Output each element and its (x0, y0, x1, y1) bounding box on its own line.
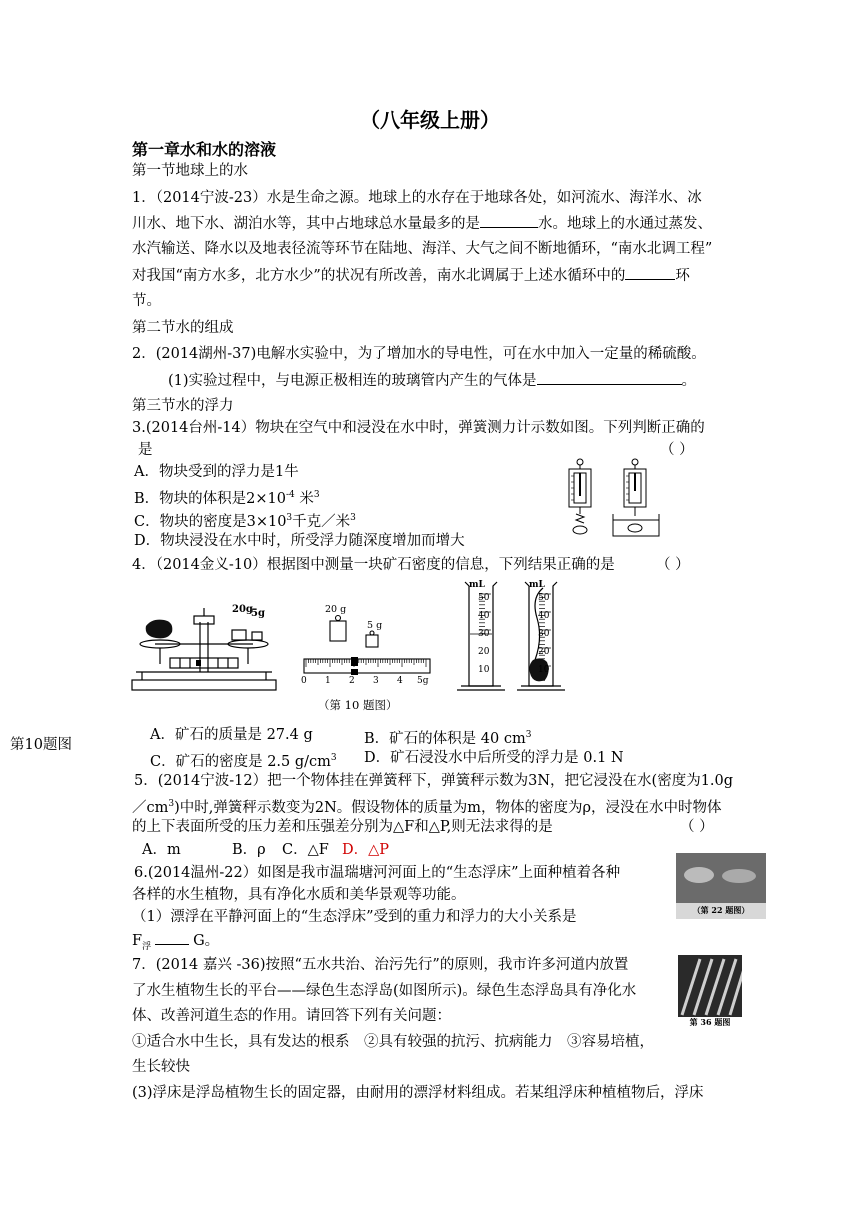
floating-bed-shape (722, 869, 756, 883)
q7-line2: 了水生植物生长的平台——绿色生态浮岛(如图所示)。绿色生态浮岛具有净化水 (132, 983, 637, 999)
q5-line1: 5．(2014宁波-12）把一个物体挂在弹簧秤下，弹簧秤示数为3N，把它浸没在水(密度为1.0g (134, 773, 734, 789)
q5-option-c: C．△F (282, 842, 329, 858)
cylinder-tick-label: 20 (538, 647, 550, 657)
chapter-heading: 第一章水和水的溶液 (132, 140, 277, 159)
q3-option-c-exp: 3 (286, 513, 293, 523)
floating-bed-shape (684, 867, 714, 883)
q7-line3: 体、改善河道生态的作用。请回答下列有关问题： (132, 1008, 451, 1024)
scale-tick-label: 3 (373, 676, 379, 686)
q3-option-c-text: C．物块的密度是3×10 (134, 513, 287, 530)
q1-line1: 1．（2014宁波-23）水是生命之源。地球上的水存在于地球各处，如河流水、海洋水、冰 (132, 190, 702, 206)
q5-option-d: D．△P (342, 842, 390, 858)
q3-option-b-exp2: 3 (313, 490, 320, 500)
q5-answer-paren: （ ） (680, 819, 714, 835)
q1-line4-text: 对我国“南方水多，北方水少”的状况有所改善，南水北调属于上述水循环中的 (132, 268, 626, 284)
q6-photo (676, 853, 766, 919)
cylinder-tick-label: 50 (538, 593, 550, 603)
q5-line2-exp: 3 (168, 799, 175, 809)
q3-option-c-exp2: 3 (350, 513, 356, 523)
cylinder-tick-label: 30 (478, 629, 490, 639)
q4-balance-weight-label-1: 20g (232, 604, 253, 615)
q1-line4 (132, 265, 690, 286)
q2-blank[interactable] (537, 370, 682, 385)
scale-tick-label: 4 (397, 676, 403, 686)
q5-line2-text-a: ／cm (132, 799, 169, 816)
scale-tick-label: 2 (349, 676, 355, 686)
q1-line5: 节。 (132, 293, 161, 309)
q4-option-b (364, 725, 531, 749)
q1-line2 (132, 213, 712, 234)
q1-blank-1[interactable] (480, 213, 538, 228)
q6-line4-f: F (132, 933, 143, 949)
q1-line3: 水汽输送、降水以及地表径流等环节在陆地、海洋、大气之间不断地循环，“南水北调工程” (132, 241, 713, 257)
q6-blank[interactable] (155, 930, 189, 945)
q6-line4-sub: 浮 (142, 941, 152, 952)
q5-line2 (132, 794, 722, 818)
scale-tick-label: 1 (325, 676, 331, 686)
q7-photo-caption: 第 36 题图 (678, 1017, 742, 1031)
cylinder-tick-label: 10 (538, 665, 550, 675)
q1-line4-tail: 环 (675, 268, 690, 284)
q7-line1: 7．(2014 嘉兴 -36)按照“五水共治、治污先行”的原则，我市许多河道内放置 (132, 957, 629, 973)
q5-option-a: A．m (142, 842, 181, 858)
q5-line2-text-b: )中时,弹簧秤示数变为2N。假设物体的质量为m，物体的密度为ρ，浸没在水中时物体 (174, 799, 722, 816)
section-heading-2: 第二节水的组成 (132, 320, 234, 336)
cylinder-tick-label: 40 (538, 611, 550, 621)
q4-answer-paren: （ ） (656, 557, 690, 573)
cylinder-tick-label: 30 (538, 629, 550, 639)
q4-weight-label-2: 5 g (367, 620, 383, 631)
q3-line2: 是 (138, 442, 153, 458)
q6-photo-caption: （第 22 题图） (692, 905, 750, 915)
q3-option-b-unit: 米 (294, 490, 314, 507)
q3-option-b (134, 485, 320, 509)
q4-option-c-exp: 3 (330, 753, 337, 763)
section-heading-1: 第一节地球上的水 (132, 163, 248, 179)
q7-photo (678, 955, 742, 1031)
q6-line4 (132, 930, 219, 957)
q1-line2-tail: 水。地球上的水通过蒸发、 (538, 216, 712, 232)
q6-line2: 各样的水生植物，具有净化水质和美华景观等功能。 (132, 887, 466, 903)
q7-line4: ①适合水中生长，具有发达的根系 ②具有较强的抗污、抗病能力 ③容易培植， (132, 1034, 654, 1050)
q5-line3: 的上下表面所受的压力差和压强差分别为△F和△P,则无法求得的是 (132, 819, 553, 835)
q3-option-b-text: B．物块的体积是2×10 (134, 490, 286, 507)
q4-option-b-exp: 3 (525, 730, 532, 740)
q3-line1: 3.(2014台州-14）物块在空气中和浸没在水中时，弹簧测力计示数如图。下列判断正确的 (132, 420, 705, 436)
q3-answer-paren: （ ） (660, 442, 694, 458)
cylinder-tick-label: 50 (478, 593, 490, 603)
q3-option-b-exp: -4 (285, 490, 295, 500)
q2-line2-tail: 。 (681, 373, 697, 389)
q3-option-d: D．物块浸没在水中时，所受浮力随深度增加而增大 (134, 533, 465, 549)
scale-tick-label: 0 (301, 676, 307, 686)
cylinder-tick-label: 20 (478, 647, 490, 657)
q4-side-label: 第10题图 (10, 737, 72, 753)
q4-weights-scale-figure (300, 600, 435, 688)
page-title: （八年级上册） (360, 108, 500, 132)
q4-weight-label-1: 20 g (325, 604, 347, 615)
q6-line3: （1）漂浮在平静河面上的“生态浮床”受到的重力和浮力的大小关系是 (132, 909, 577, 925)
q1-line2-text: 川水、地下水、湖泊水等，其中占地球总水量最多的是 (132, 216, 480, 232)
q7-line5: 生长较快 (132, 1059, 190, 1075)
q3-option-a: A．物块受到的浮力是1牛 (134, 464, 299, 480)
q4-option-d: D．矿石浸没水中后所受的浮力是 0.1 N (364, 750, 624, 766)
section-heading-3: 第三节水的浮力 (132, 398, 234, 414)
q2-line1: 2．(2014湖州-37)电解水实验中，为了增加水的导电性，可在水中加入一定量的稀硫酸。 (132, 346, 706, 362)
q3-option-c-unit: 千克／米 (292, 513, 351, 530)
q5-option-b: B．ρ (232, 842, 266, 858)
q7-line6: (3)浮床是浮岛植物生长的固定器，由耐用的漂浮材料组成。若某组浮床种植植物后，浮床 (132, 1085, 704, 1101)
q4-option-b-text: B．矿石的体积是 40 cm (364, 730, 526, 747)
q4-option-c (150, 748, 337, 772)
q4-figure-caption: （第 10 题图） (318, 698, 398, 712)
q2-line2 (168, 370, 696, 391)
scale-tick-label: 5g (417, 676, 429, 686)
cylinder-tick-label: 10 (478, 665, 490, 675)
q3-spring-scale-figure (550, 458, 660, 538)
q4-option-c-text: C．矿石的密度是 2.5 g/cm (150, 753, 331, 770)
q4-balance-weight-label-2: 5g (251, 608, 265, 619)
q3-option-c (134, 508, 356, 532)
cylinder-unit-label: mL (469, 580, 485, 590)
q4-option-a: A．矿石的质量是 27.4 g (150, 727, 313, 743)
q4-cylinder-figure (455, 576, 585, 694)
q1-blank-2[interactable] (625, 265, 675, 280)
cylinder-unit-label: mL (529, 580, 545, 590)
q6-line1: 6.(2014温州-22）如图是我市温瑞塘河河面上的“生态浮床”上面种植着各种 (134, 865, 621, 881)
q2-line2-text: (1)实验过程中，与电源正极相连的玻璃管内产生的气体是 (168, 373, 537, 389)
cylinder-tick-label: 40 (478, 611, 490, 621)
q4-line1: 4．（2014金义-10）根据图中测量一块矿石密度的信息，下列结果正确的是 (132, 557, 615, 573)
q6-line4-g: G。 (193, 933, 220, 949)
